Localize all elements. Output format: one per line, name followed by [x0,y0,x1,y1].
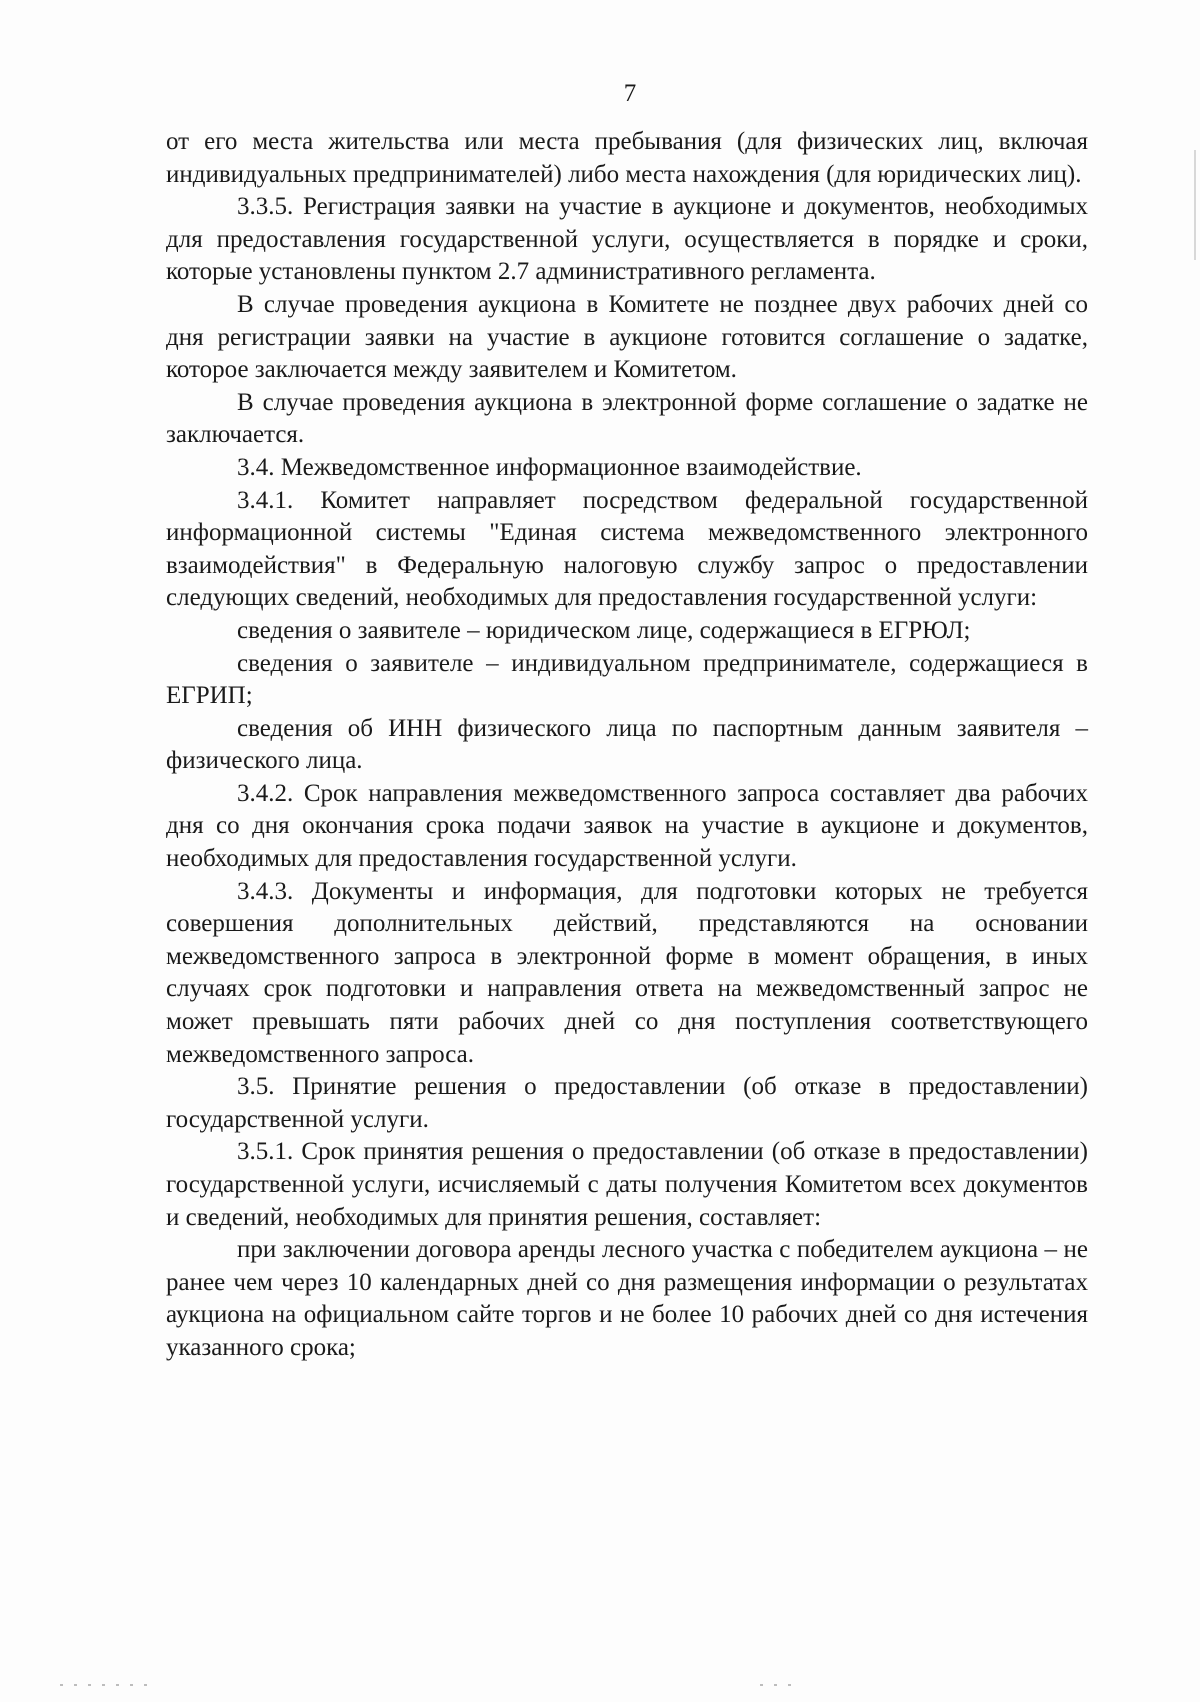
list-item-inn: сведения об ИНН физического лица по паспортным данным заявителя – физического лица. [166,714,1088,775]
paragraph-3-5-heading: 3.5. Принятие решения о предоставлении (об отказе в предоставлении) государственной услуги. [166,1073,1088,1133]
scan-artifact-right [760,1684,800,1686]
paragraph-3-3-5: 3.3.5. Регистрация заявки на участие в аукционе и документов, необходимых для предоставления государственной услуги, осуществляется в порядке и сроки, которые установлены пунктом 2.7 административного регламента. [166,193,1088,286]
paragraph-deposit-agreement: В случае проведения аукциона в Комитете не позднее двух рабочих дней со дня регистрации заявки на участие в аукционе готовится соглашение о задатке, которое заключается между заявителем и Комитетом. [166,290,1088,384]
scan-artifact-left [60,1684,150,1686]
paragraph-3-4-1: 3.4.1. Комитет направляет посредством федеральной государственной информационной системы "Единая система межведомственного электронного взаимодействия" в Федеральную налоговую службу запрос о предоставлении следующих сведений, необходимых для предоставления государственной услуги: [166,486,1088,612]
paragraph-3-4-3: 3.4.3. Документы и информация, для подготовки которых не требуется совершения дополнительных действий, представляются на основании межведомственного запроса в электронной форме в момент обращения, в иных случаях срок подготовки и направления ответа на межведомственный запрос не может превышать пяти рабочих дней со дня поступления соответствующего межведомственного запроса. [166,877,1088,1068]
scan-margin-line [1194,150,1196,260]
document-body [166,126,1088,1365]
paragraph-electronic-auction: В случае проведения аукциона в электронной форме соглашение о задатке не заключается. [166,388,1088,449]
paragraph-continuation: от его места жительства или места пребывания (для физических лиц, включая индивидуальных предпринимателей) либо места нахождения (для юридических лиц). [166,128,1088,188]
paragraph-3-4-heading: 3.4. Межведомственное информационное взаимодействие. [237,453,862,481]
paragraph-lease-agreement: при заключении договора аренды лесного участка с победителем аукциона – не ранее чем через 10 календарных дней со дня размещения информации о результатах аукциона на официальном сайте торгов и не более 10 рабочих дней со дня истечения указанного срока; [166,1236,1088,1361]
paragraph-3-5-1: 3.5.1. Срок принятия решения о предоставлении (об отказе в предоставлении) государственной услуги, исчисляемый с даты получения Комитетом всех документов и сведений, необходимых для принятия решения, составляет: [166,1138,1088,1231]
paragraph-3-4-2: 3.4.2. Срок направления межведомственного запроса составляет два рабочих дня со дня окончания срока подачи заявок на участие в аукционе и документов, необходимых для предоставления государственной услуги. [166,779,1088,873]
page-number: 7 [623,80,637,107]
list-item-egrul: сведения о заявителе – юридическом лице, содержащиеся в ЕГРЮЛ; [237,616,971,644]
list-item-egrip: сведения о заявителе – индивидуальном предпринимателе, содержащиеся в ЕГРИП; [166,649,1088,710]
